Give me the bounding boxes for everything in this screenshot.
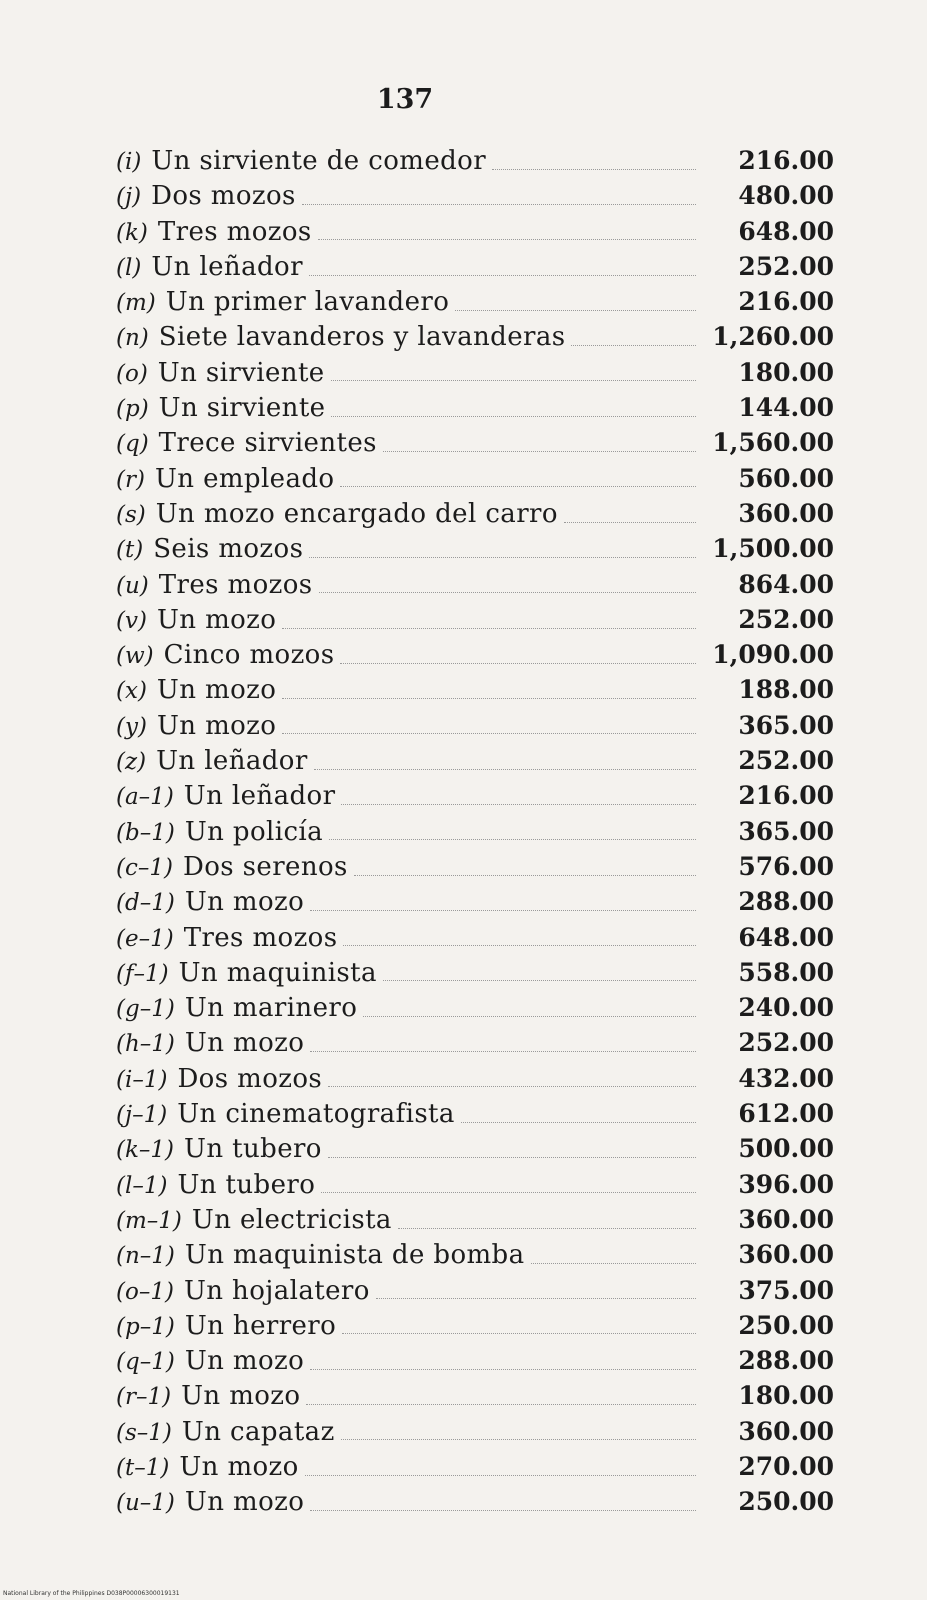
item-label: (c–1) [116,854,173,881]
item-label: (a–1) [116,784,174,811]
dot-leader [306,1403,696,1405]
item-amount: 480.00 [738,181,834,211]
item-description: Un mozo [184,1028,305,1059]
item-amount: 216.00 [738,781,834,811]
item-amount: 252.00 [738,251,834,281]
item-amount: 1,260.00 [712,322,834,352]
item-description: Un capataz [181,1416,335,1447]
line-item [116,1202,834,1237]
dot-leader [310,1368,696,1370]
item-description: Un tubero [177,1169,316,1200]
dot-leader [309,556,696,558]
dot-leader [354,874,696,876]
item-amount: 252.00 [738,746,834,776]
item-label: (u) [116,572,149,599]
item-label: (d–1) [116,890,175,917]
item-amount: 270.00 [738,1451,834,1481]
dot-leader [363,1015,696,1017]
item-description: Trece sirvientes [158,428,377,459]
item-description: Un maquinista [178,957,377,988]
item-label: (j) [116,184,142,211]
item-description: Un sirviente [157,357,325,388]
dot-leader [331,415,696,417]
item-label: (i) [116,149,142,175]
item-description: Seis mozos [153,534,304,565]
item-description: Un mozo encargado del carro [155,498,558,529]
dot-leader [321,1191,696,1193]
item-description: Dos serenos [182,851,348,882]
line-item [116,178,834,213]
line-item [116,390,834,425]
dot-leader [342,1332,696,1334]
dot-leader [305,1474,696,1476]
item-label: (z) [116,749,147,776]
item-amount: 240.00 [738,993,834,1023]
item-amount: 375.00 [738,1275,834,1305]
item-label: (f–1) [116,960,169,987]
dot-leader [318,238,696,240]
dot-leader [383,979,696,981]
line-item [116,1449,834,1484]
item-description: Un mozo [181,1381,301,1412]
line-item [116,355,834,390]
line-item [116,531,834,566]
item-label: (l–1) [116,1172,168,1199]
line-item [116,1061,834,1096]
item-amount: 144.00 [738,393,834,423]
dot-leader [310,1050,696,1052]
item-label: (h–1) [116,1031,175,1058]
dot-leader [309,274,696,276]
item-label: (p) [116,396,149,423]
item-description: Un leñador [183,781,336,812]
item-label: (l) [116,254,142,281]
line-item [116,1414,834,1449]
item-amount: 558.00 [738,957,834,987]
item-amount: 216.00 [738,287,834,317]
item-amount: 365.00 [738,816,834,846]
item-amount: 360.00 [738,498,834,528]
item-description: Un empleado [154,463,335,494]
item-label: (g–1) [116,996,175,1023]
line-item [116,708,834,743]
item-label: (t–1) [116,1454,170,1481]
dot-leader [329,838,696,840]
line-item [116,1484,834,1519]
item-amount: 1,500.00 [712,534,834,564]
item-label: (r) [116,466,145,493]
line-item-list [116,143,834,1520]
dot-leader [282,732,696,734]
item-description: Un mozo [156,710,277,741]
line-item [116,1308,834,1343]
item-description: Un mozo [156,675,277,706]
item-amount: 180.00 [738,357,834,387]
dot-leader [455,309,696,311]
line-item [116,743,834,778]
dot-leader [341,1438,696,1440]
line-item [116,814,834,849]
item-label: (n–1) [116,1243,175,1270]
item-label: (t) [116,537,144,564]
item-description: Un sirviente [158,393,326,424]
item-label: (q–1) [116,1349,175,1376]
line-item [116,284,834,319]
item-description: Un sirviente de comedor [151,146,487,176]
line-item [116,1237,834,1272]
item-description: Un policía [184,816,324,847]
item-label: (i–1) [116,1066,168,1093]
footer-note: National Library of the Philippines D038P00006300019131 [3,1590,180,1597]
item-amount: 396.00 [738,1169,834,1199]
dot-leader [328,1156,696,1158]
line-item [116,920,834,955]
item-amount: 288.00 [738,887,834,917]
item-amount: 864.00 [738,569,834,599]
dot-leader [571,344,696,346]
line-item [116,1343,834,1378]
item-label: (m–1) [116,1207,182,1234]
item-label: (u–1) [116,1490,175,1517]
line-item [116,143,834,178]
item-description: Un leñador [151,251,303,282]
item-label: (m) [116,290,156,317]
item-amount: 250.00 [738,1487,834,1517]
page-number: 137 [376,84,434,115]
dot-leader [302,203,696,205]
item-description: Dos mozos [177,1063,323,1094]
item-description: Un primer lavandero [165,287,450,318]
item-description: Siete lavanderos y lavanderas [158,322,566,353]
item-amount: 1,090.00 [712,640,834,670]
line-item [116,1167,834,1202]
line-item [116,1273,834,1308]
item-amount: 360.00 [738,1416,834,1446]
dot-leader [531,1262,697,1264]
item-description: Tres mozos [157,216,312,247]
item-description: Un cinematografista [177,1099,455,1130]
dot-leader [319,591,696,593]
line-item [116,567,834,602]
item-description: Un electricista [191,1204,392,1235]
item-label: (e–1) [116,925,174,952]
item-description: Dos mozos [151,181,296,212]
line-item [116,778,834,813]
item-label: (s–1) [116,1419,172,1446]
line-item [116,955,834,990]
item-label: (y) [116,713,147,740]
item-label: (k) [116,219,148,246]
item-label: (b–1) [116,819,175,846]
item-amount: 648.00 [738,922,834,952]
item-label: (k–1) [116,1137,175,1164]
line-item [116,990,834,1025]
dot-leader [331,379,696,381]
item-amount: 648.00 [738,216,834,246]
item-description: Un maquinista de bomba [184,1240,525,1271]
item-description: Cinco mozos [163,640,335,671]
item-description: Un tubero [184,1134,322,1165]
item-label: (j–1) [116,1102,168,1129]
dot-leader [314,768,696,770]
line-item [116,884,834,919]
dot-leader [310,909,696,911]
item-amount: 252.00 [738,604,834,634]
item-description: Un mozo [184,1487,305,1518]
item-amount: 612.00 [738,1099,834,1129]
dot-leader [376,1297,696,1299]
dot-leader [564,521,696,523]
item-label: (x) [116,678,147,705]
line-item [116,214,834,249]
item-amount: 250.00 [738,1310,834,1340]
item-amount: 365.00 [738,710,834,740]
line-item [116,1025,834,1060]
line-item [116,461,834,496]
dot-leader [328,1085,696,1087]
item-amount: 576.00 [738,851,834,881]
line-item [116,637,834,672]
item-label: (q) [116,431,149,458]
line-item [116,1096,834,1131]
item-amount: 560.00 [738,463,834,493]
item-amount: 500.00 [738,1134,834,1164]
item-label: (p–1) [116,1313,175,1340]
item-description: Un leñador [156,746,308,777]
line-item [116,602,834,637]
dot-leader [282,697,696,699]
item-description: Un herrero [184,1310,337,1341]
item-label: (r–1) [116,1384,172,1411]
item-label: (s) [116,501,146,528]
item-label: (v) [116,607,147,634]
dot-leader [310,1509,696,1511]
item-label: (n) [116,325,149,352]
item-description: Tres mozos [158,569,313,600]
dot-leader [282,627,696,629]
item-label: (o) [116,360,148,387]
item-description: Un marinero [184,993,358,1024]
item-amount: 1,560.00 [712,428,834,458]
item-amount: 252.00 [738,1028,834,1058]
line-item [116,1131,834,1166]
line-item [116,319,834,354]
item-amount: 180.00 [738,1381,834,1411]
dot-leader [492,168,696,170]
item-description: Un mozo [184,1346,305,1377]
item-amount: 360.00 [738,1204,834,1234]
line-item [116,849,834,884]
item-amount: 216.00 [738,146,834,175]
dot-leader [341,803,696,805]
line-item [116,249,834,284]
dot-leader [340,485,696,487]
item-description: Un mozo [156,604,277,635]
item-amount: 360.00 [738,1240,834,1270]
item-amount: 432.00 [738,1063,834,1093]
item-label: (w) [116,643,154,670]
dot-leader [398,1227,696,1229]
dot-leader [343,944,696,946]
line-item [116,672,834,707]
item-description: Un hojalatero [183,1275,370,1306]
item-label: (o–1) [116,1278,174,1305]
item-amount: 188.00 [738,675,834,705]
line-item [116,425,834,460]
item-description: Un mozo [179,1451,299,1482]
dot-leader [340,662,696,664]
line-item [116,1378,834,1413]
item-description: Un mozo [184,887,305,918]
item-description: Tres mozos [183,922,338,953]
item-amount: 288.00 [738,1346,834,1376]
dot-leader [461,1121,696,1123]
dot-leader [383,450,696,452]
line-item [116,496,834,531]
